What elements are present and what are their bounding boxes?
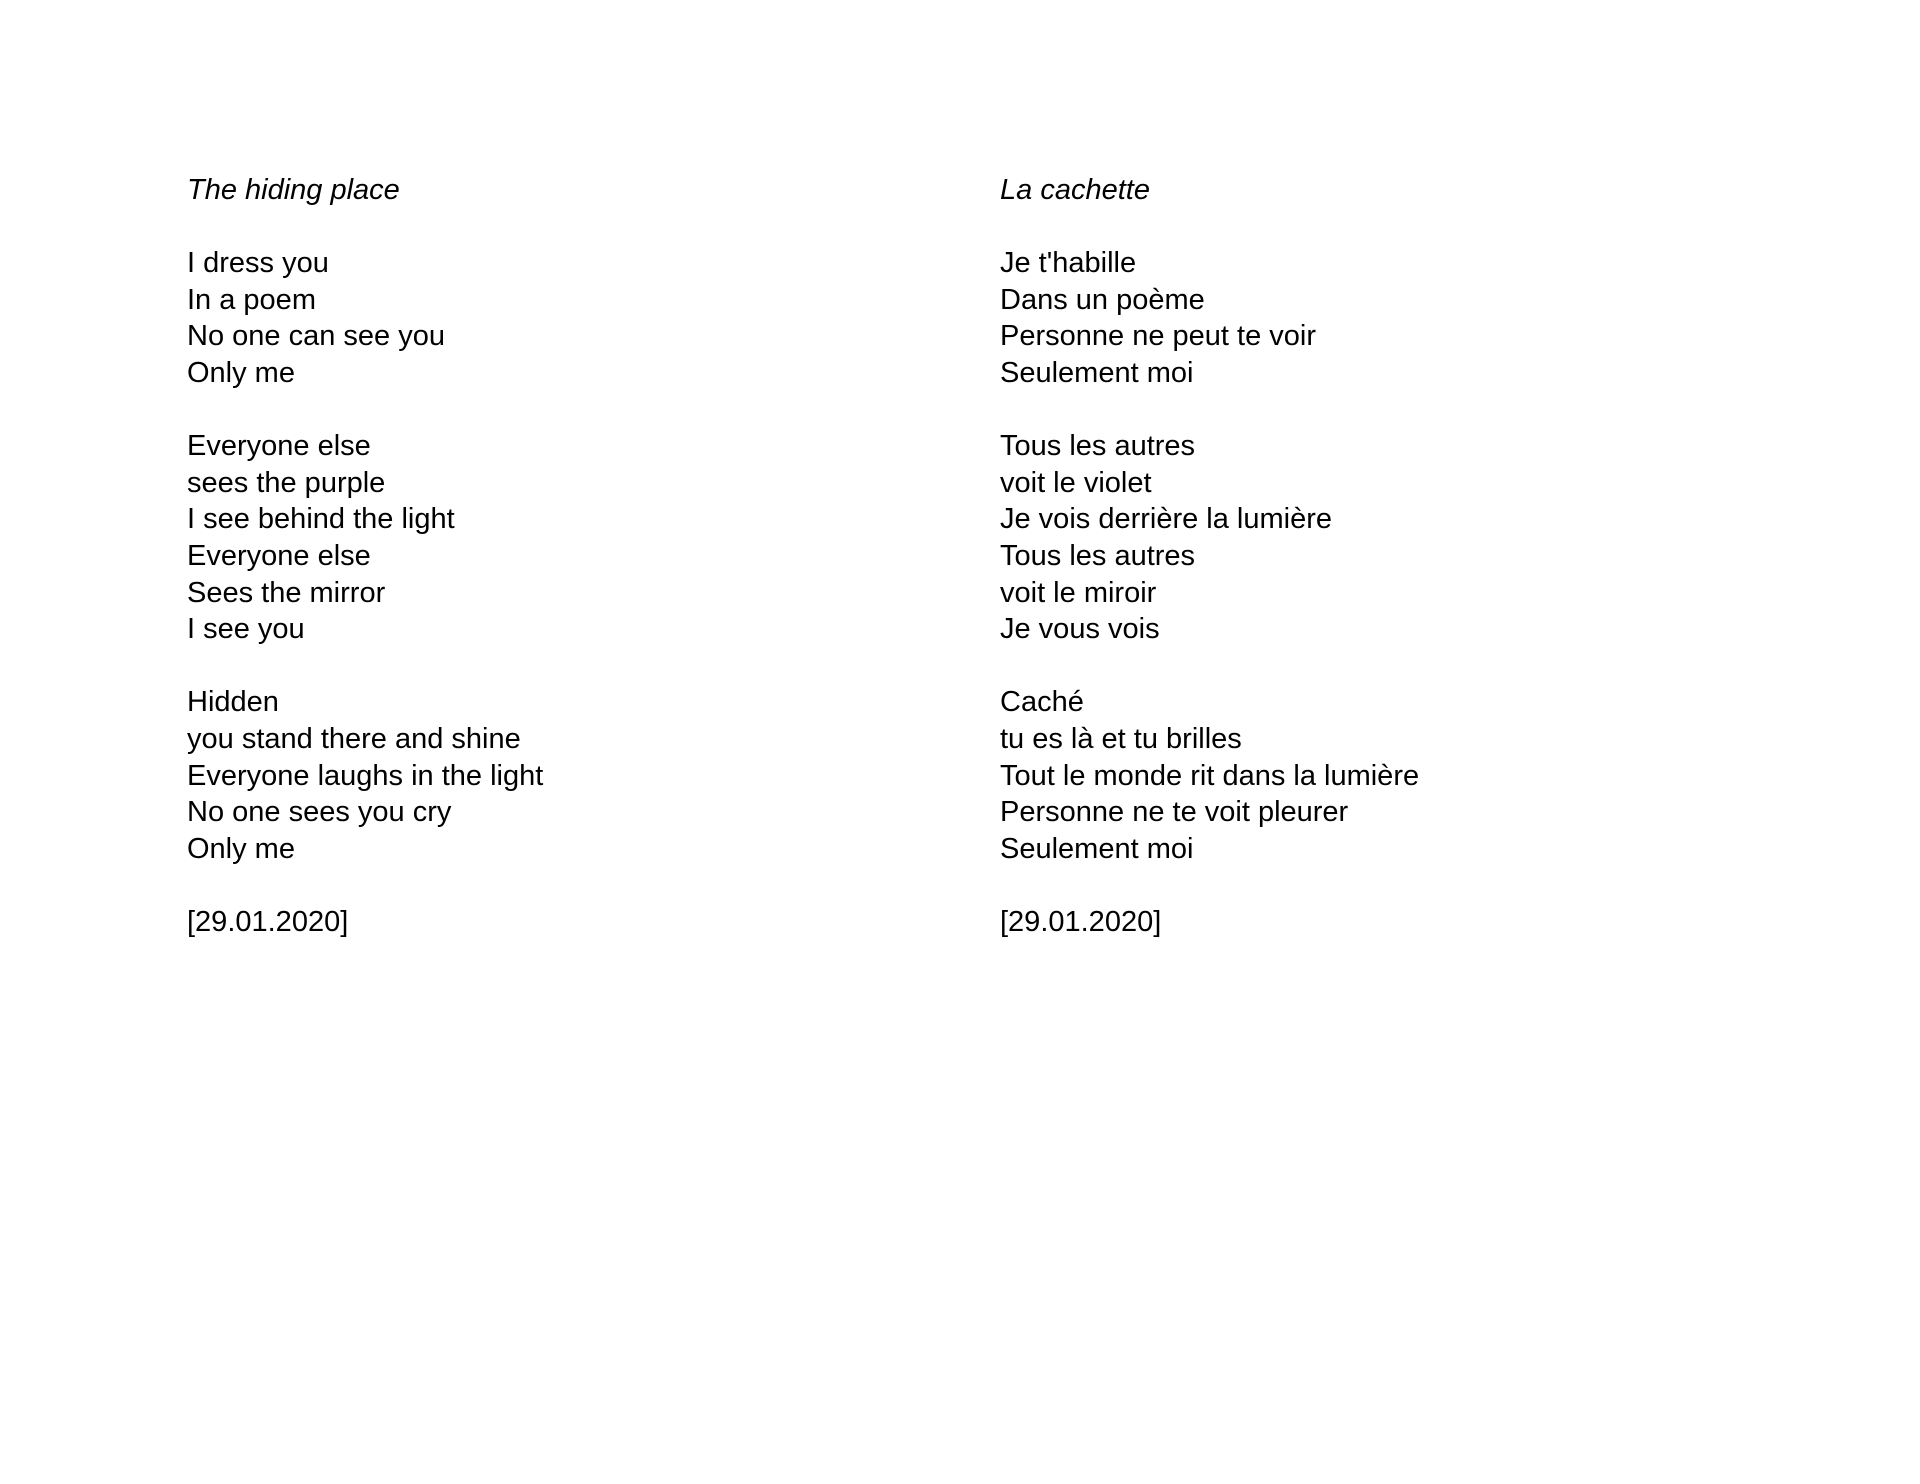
- poem-line: Only me: [187, 832, 295, 865]
- poem-line: you stand there and shine: [187, 722, 521, 755]
- poem-title: The hiding place: [187, 174, 400, 206]
- poem-line: No one sees you cry: [187, 796, 452, 829]
- poem-line: Caché: [1000, 686, 1084, 719]
- poem-date: [29.01.2020]: [1000, 905, 1162, 938]
- poem-line: Je vous vois: [1000, 613, 1160, 646]
- poem-line: Tous les autres: [1000, 430, 1196, 463]
- poem-line: Seulement moi: [1000, 356, 1194, 389]
- poem-line: Seulement moi: [1000, 832, 1194, 865]
- stanza-2: [1000, 428, 1760, 648]
- poem-line: tu es là et tu brilles: [1000, 722, 1242, 755]
- stanza-3: [1000, 684, 1760, 867]
- poem-line: Everyone else: [187, 539, 371, 572]
- poem-line: I see you: [187, 613, 305, 646]
- poem-line: Only me: [187, 356, 295, 389]
- poem-line: Personne ne te voit pleurer: [1000, 796, 1349, 829]
- stanza-1: [1000, 245, 1760, 391]
- poem-line: sees the purple: [187, 466, 386, 499]
- poem-line: No one can see you: [187, 320, 445, 353]
- poem-line: Tous les autres: [1000, 539, 1196, 572]
- poem-title: La cachette: [1000, 174, 1150, 206]
- poem-date: [29.01.2020]: [187, 905, 349, 938]
- poem-line: voit le miroir: [1000, 576, 1157, 609]
- poem-line: I see behind the light: [187, 503, 455, 536]
- poem-line: Sees the mirror: [187, 576, 386, 609]
- poem-line: Tout le monde rit dans la lumière: [1000, 759, 1420, 792]
- poem-line: I dress you: [187, 247, 329, 280]
- poem-line: Dans un poème: [1000, 283, 1205, 316]
- poem-line: Personne ne peut te voir: [1000, 320, 1316, 353]
- poem-line: Je vois derrière la lumière: [1000, 503, 1333, 536]
- poem-line: Everyone else: [187, 430, 371, 463]
- poem-french: [1000, 172, 1760, 940]
- stanza-2: [187, 428, 947, 648]
- poem-line: voit le violet: [1000, 466, 1152, 499]
- stanza-3: [187, 684, 947, 867]
- poem-line: Je t'habille: [1000, 247, 1137, 280]
- poem-english: [187, 172, 947, 940]
- poem-line: Hidden: [187, 686, 279, 719]
- poem-line: In a poem: [187, 283, 316, 316]
- stanza-1: [187, 245, 947, 391]
- poem-line: Everyone laughs in the light: [187, 759, 544, 792]
